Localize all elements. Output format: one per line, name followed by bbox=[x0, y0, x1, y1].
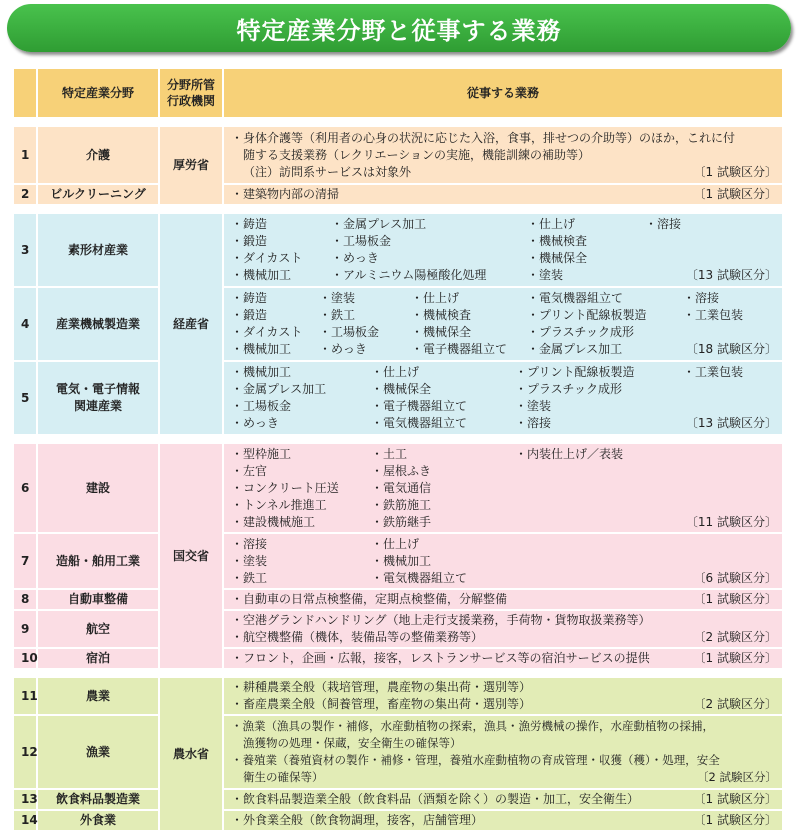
row-number: 4 bbox=[13, 287, 37, 361]
exam-count: 〔2 試験区分〕 bbox=[693, 630, 777, 644]
exam-count: 〔13 試験区分〕 bbox=[685, 268, 777, 282]
header-ministry: 分野所管 行政機関 bbox=[159, 68, 223, 118]
exam-count: 〔1 試験区分〕 bbox=[693, 592, 777, 606]
table-row bbox=[13, 610, 783, 648]
exam-count: 〔2 試験区分〕 bbox=[697, 770, 777, 784]
duties-cell: ・自動車の日常点検整備，定期点検整備，分解整備 〔1 試験区分〕 bbox=[223, 589, 783, 610]
exam-count: 〔1 試験区分〕 bbox=[693, 187, 777, 201]
exam-count: 〔6 試験区分〕 bbox=[693, 570, 777, 585]
duties-cell: ・飲食料品製造業全般（飲食料品（酒類を除く）の製造・加工，安全衛生） 〔1 試験区分〕 bbox=[223, 789, 783, 810]
duties-cell: ・身体介護等（利用者の心身の状況に応じた入浴，食事，排せつの介助等）のほか，これに付 随する支援業務（レクリエーションの実施，機能訓練の補助等） （注）訪問系サービスは対象外 〔1 試験区分〕 bbox=[223, 126, 783, 184]
title-banner bbox=[7, 4, 791, 52]
duties-cell: ・建築物内部の清掃 〔1 試験区分〕 bbox=[223, 184, 783, 205]
page-title: 特定産業分野と従事する業務 bbox=[236, 16, 562, 45]
field-name: 建設 bbox=[37, 443, 159, 533]
exam-count: 〔13 試験区分〕 bbox=[685, 416, 777, 430]
row-number: 7 bbox=[13, 533, 37, 589]
duties-cell: ・型枠施工 ・土工 ・内装仕上げ／表装 ・左官 ・屋根ふき ・コンクリート圧送 ・電気通信 ・トンネル推進工 ・鉄筋施工 ・建設機械施工 ・鉄筋継手 〔11 試験区分〕 bbox=[223, 443, 783, 533]
field-name: 航空 bbox=[37, 610, 159, 648]
field-name: 電気・電子情報 関連産業 bbox=[37, 361, 159, 435]
table-header-row bbox=[13, 68, 783, 118]
header-field: 特定産業分野 bbox=[37, 68, 159, 118]
table-row bbox=[13, 287, 783, 361]
field-name: 介護 bbox=[37, 126, 159, 184]
ministry-cell: 国交省 bbox=[159, 443, 223, 669]
row-number: 11 bbox=[13, 677, 37, 715]
table-row bbox=[13, 361, 783, 435]
field-name: 素形材産業 bbox=[37, 213, 159, 287]
row-number: 8 bbox=[13, 589, 37, 610]
field-name: 農業 bbox=[37, 677, 159, 715]
field-name: ビルクリーニング bbox=[37, 184, 159, 205]
row-number: 5 bbox=[13, 361, 37, 435]
row-number: 3 bbox=[13, 213, 37, 287]
row-number: 9 bbox=[13, 610, 37, 648]
duties-cell: ・鋳造 ・塗装 ・仕上げ ・電気機器組立て ・溶接 ・鍛造 ・鉄工 ・機械検査 ・プリント配線板製造 ・工業包装 ・ダイカスト ・工場板金 ・機械保全 ・プラスチック成形 ・機械加工 ・めっき ・電子機器組立て ・金属プレス加工 〔18 試験区分〕 bbox=[223, 287, 783, 361]
duties-cell: ・耕種農業全般（栽培管理，農産物の集出荷・選別等） ・畜産農業全般（飼養管理，畜産物の集出荷・選別等） 〔2 試験区分〕 bbox=[223, 677, 783, 715]
table-row bbox=[13, 533, 783, 589]
exam-count: 〔2 試験区分〕 bbox=[693, 697, 777, 711]
duties-cell: ・外食業全般（飲食物調理，接客，店舗管理） 〔1 試験区分〕 bbox=[223, 810, 783, 831]
exam-count: 〔11 試験区分〕 bbox=[685, 514, 777, 529]
table-row bbox=[13, 213, 783, 287]
field-name: 飲食料品製造業 bbox=[37, 789, 159, 810]
exam-count: 〔1 試験区分〕 bbox=[693, 813, 777, 827]
row-number: 10 bbox=[13, 648, 37, 669]
header-number bbox=[13, 68, 37, 118]
row-number: 13 bbox=[13, 789, 37, 810]
table-row bbox=[13, 677, 783, 715]
row-number: 14 bbox=[13, 810, 37, 831]
field-name: 外食業 bbox=[37, 810, 159, 831]
duties-cell: ・機械加工 ・仕上げ ・プリント配線板製造 ・工業包装 ・金属プレス加工 ・機械保全 ・プラスチック成形 ・工場板金 ・電子機器組立て ・塗装 ・めっき ・電気機器組立て ・溶接 〔13 試験区分〕 bbox=[223, 361, 783, 435]
ministry-cell: 農水省 bbox=[159, 677, 223, 831]
row-number: 12 bbox=[13, 715, 37, 789]
row-number: 6 bbox=[13, 443, 37, 533]
exam-count: 〔1 試験区分〕 bbox=[693, 164, 777, 179]
exam-count: 〔1 試験区分〕 bbox=[693, 792, 777, 806]
row-number: 1 bbox=[13, 126, 37, 184]
exam-count: 〔1 試験区分〕 bbox=[693, 651, 777, 665]
header-duties: 従事する業務 bbox=[223, 68, 783, 118]
exam-count: 〔18 試験区分〕 bbox=[685, 342, 777, 356]
industry-table bbox=[12, 67, 784, 832]
table-row bbox=[13, 715, 783, 789]
duties-cell: ・鋳造 ・金属プレス加工 ・仕上げ ・溶接 ・鍛造 ・工場板金 ・機械検査 ・ダイカスト ・めっき ・機械保全 ・機械加工 ・アルミニウム陽極酸化処理 ・塗装 〔13 試験区分〕 bbox=[223, 213, 783, 287]
table-row bbox=[13, 789, 783, 810]
duties-cell: ・溶接 ・仕上げ ・塗装 ・機械加工 ・鉄工 ・電気機器組立て 〔6 試験区分〕 bbox=[223, 533, 783, 589]
field-name: 宿泊 bbox=[37, 648, 159, 669]
table-row bbox=[13, 589, 783, 610]
ministry-cell: 厚労省 bbox=[159, 126, 223, 205]
field-name: 造船・舶用工業 bbox=[37, 533, 159, 589]
table-row bbox=[13, 443, 783, 533]
table-row bbox=[13, 648, 783, 669]
duties-cell: ・空港グランドハンドリング（地上走行支援業務，手荷物・貨物取扱業務等） ・航空機整備（機体，装備品等の整備業務等） 〔2 試験区分〕 bbox=[223, 610, 783, 648]
row-number: 2 bbox=[13, 184, 37, 205]
field-name: 漁業 bbox=[37, 715, 159, 789]
field-name: 産業機械製造業 bbox=[37, 287, 159, 361]
field-name: 自動車整備 bbox=[37, 589, 159, 610]
table-row bbox=[13, 126, 783, 184]
duties-cell: ・漁業（漁具の製作・補修，水産動植物の探索，漁具・漁労機械の操作，水産動植物の採捕， 漁獲物の処理・保蔵，安全衛生の確保等） ・養殖業（養殖資材の製作・補修・管理，養殖水産動植物の育成管理・収獲（穫）・処理，安全 衛生の確保等） 〔2 試験区分〕 bbox=[223, 715, 783, 789]
table-row bbox=[13, 184, 783, 205]
ministry-cell: 経産省 bbox=[159, 213, 223, 435]
duties-cell: ・フロント，企画・広報，接客，レストランサービス等の宿泊サービスの提供 〔1 試験区分〕 bbox=[223, 648, 783, 669]
